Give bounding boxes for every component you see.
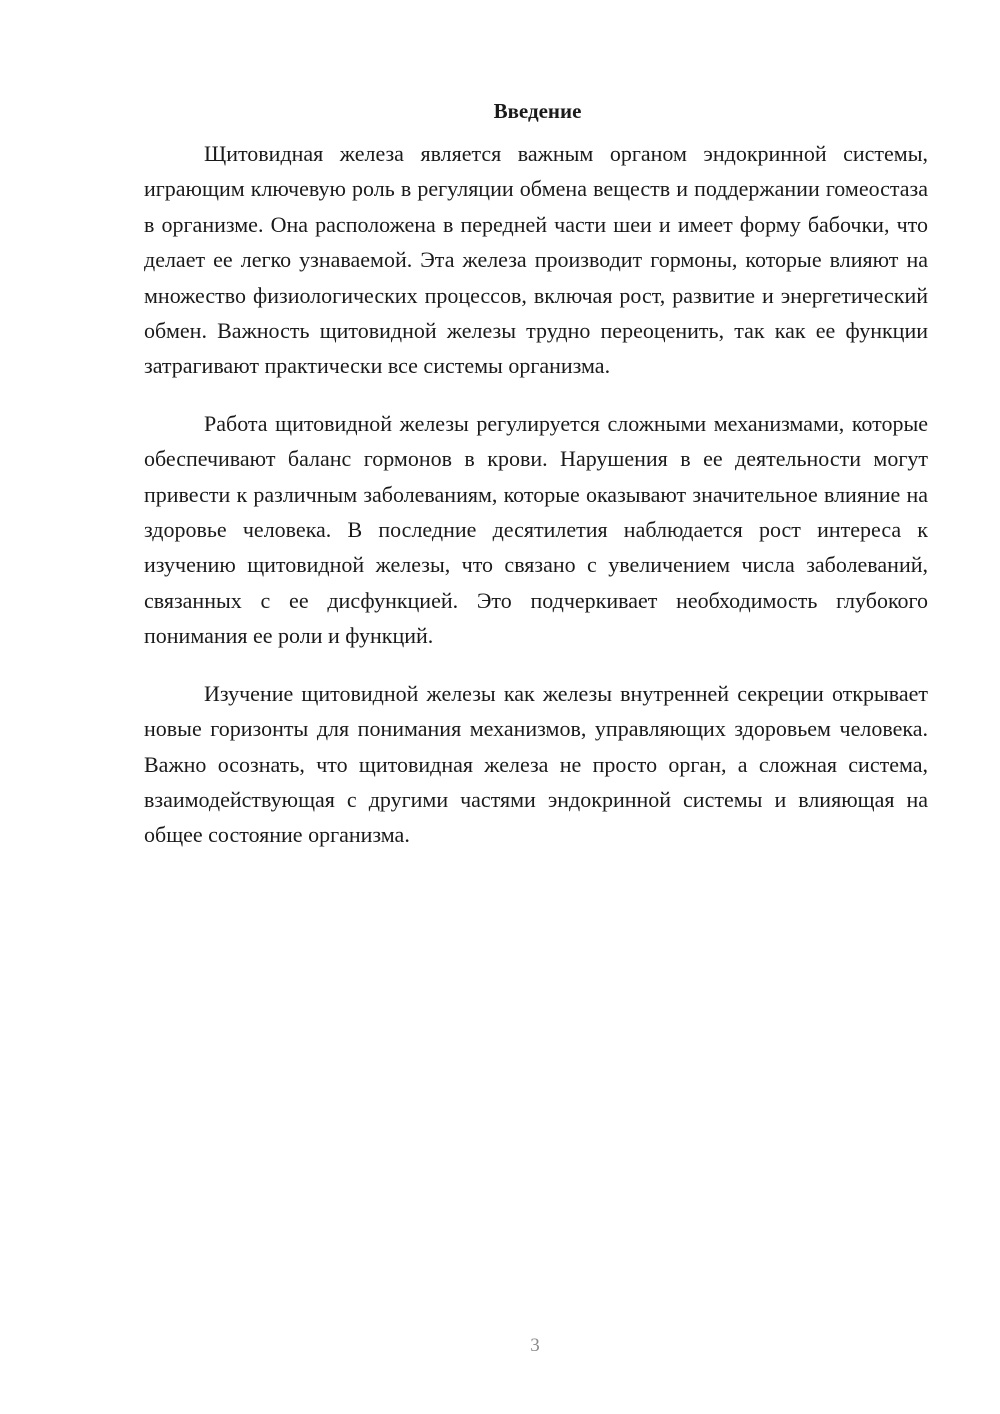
paragraph-3: Изучение щитовидной железы как железы внутренней секреции открывает новые горизонты для понимания механизмов, управляющих здоровьем человека. Важно осознать, что щитовидная железа не просто орган, а сложная система, взаимодействующая с другими частями эндокринной системы и влияющая на общее состояние организма. — [144, 680, 928, 848]
section-title: Введение — [493, 99, 582, 123]
page-number: 3 — [530, 1335, 540, 1356]
page-content — [144, 96, 928, 853]
paragraph-2: Работа щитовидной железы регулируется сложными механизмами, которые обеспечивают баланс гормонов в крови. Нарушения в ее деятельности могут привести к различным заболеваниям, которые оказывают значительное влияние на здоровье человека. В последние десятилетия наблюдается рост интереса к изучению щитовидной железы, что связано с увеличением числа заболеваний, связанных с ее дисфункцией. Это подчеркивает необходимость глубокого понимания ее роли и функций. — [144, 410, 928, 649]
paragraph-1: Щитовидная железа является важным органом эндокринной системы, играющим ключевую роль в регуляции обмена веществ и поддержании гомеостаза в организме. Она расположена в передней части шеи и имеет форму бабочки, что делает ее легко узнаваемой. Эта железа производит гормоны, которые влияют на множество физиологических процессов, включая рост, развитие и энергетический обмен. Важность щитовидной железы трудно переоценить, так как ее функции затрагивают практически все системы организма. — [144, 141, 928, 379]
